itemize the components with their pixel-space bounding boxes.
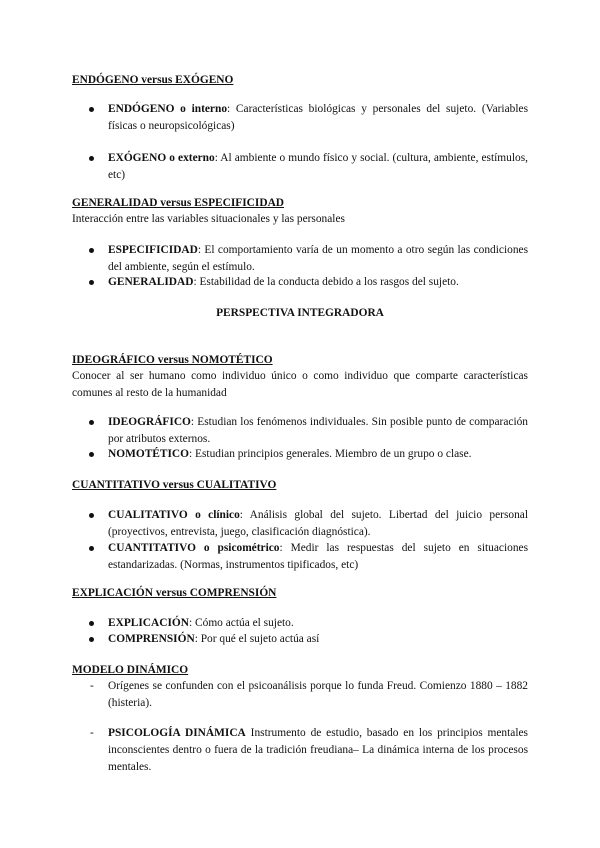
heading-perspectiva-integradora: PERSPECTIVA INTEGRADORA (216, 307, 384, 319)
term-explicacion: EXPLICACIÓN (108, 617, 190, 629)
list-item-generalidad (108, 274, 528, 291)
heading-cuantitativo-cualitativo: CUANTITATIVO versus CUALITATIVO (72, 479, 277, 491)
definition-psicologia-dinamica: Instrumento de estudio, basado en los principios mentales inconscientes dentro o fuera de la tradición freudiana– La dinámica interna de los procesos mentales. (108, 727, 528, 773)
bullet-icon (89, 280, 94, 285)
list-item-nomotetico (108, 446, 528, 463)
bullet-icon (89, 156, 94, 161)
definition-endogeno: : Características biológicas y personales del sujeto. (Variables físicas o neuropsicológicas) (108, 103, 528, 132)
intro-ideografico: Conocer al ser humano como individuo único o como individuo que comparte características comunes al resto de la humanidad (72, 370, 528, 399)
term-cuantitativo: CUANTITATIVO o psicométrico (108, 542, 280, 554)
list-item-comprension (108, 631, 528, 648)
definition-explicacion: : Cómo actúa el sujeto. (189, 617, 294, 629)
list-item-cuantitativo (108, 540, 528, 574)
heading-generalidad-especificidad: GENERALIDAD versus ESPECIFICIDAD (72, 197, 285, 209)
list-item-especificidad (108, 242, 528, 276)
definition-comprension: : Por qué el sujeto actúa así (194, 633, 320, 645)
bullet-icon (89, 621, 94, 626)
list-item-explicacion (108, 615, 528, 632)
bullet-icon (89, 248, 94, 253)
list-item-endogeno (108, 101, 528, 135)
list-item-cualitativo (108, 507, 528, 541)
term-comprension: COMPRENSIÓN (108, 633, 195, 645)
term-especificidad: ESPECIFICIDAD (108, 244, 198, 256)
dash-bullet-icon: - (90, 680, 94, 692)
term-generalidad: GENERALIDAD (108, 276, 194, 288)
dash-bullet-icon: - (90, 727, 94, 739)
term-cualitativo: CUALITATIVO o clínico (108, 509, 240, 521)
term-psicologia-dinamica: PSICOLOGÍA DINÁMICA (108, 727, 246, 739)
heading-endogeno-exogeno: ENDÓGENO versus EXÓGENO (72, 74, 234, 86)
definition-especificidad: : El comportamiento varía de un momento a otro según las condiciones del ambiente, según el estímulo. (108, 244, 528, 273)
list-item-ideografico (108, 414, 528, 448)
term-nomotetico: NOMOTÉTICO (108, 448, 190, 460)
definition-ideografico: : Estudian los fenómenos individuales. Sin posible punto de comparación por atributos externos. (108, 416, 528, 445)
definition-nomotetico: : Estudian principios generales. Miembro de un grupo o clase. (189, 448, 472, 460)
definition-generalidad: : Estabilidad de la conducta debido a los rasgos del sujeto. (193, 276, 459, 288)
heading-ideografico-nomotetico: IDEOGRÁFICO versus NOMOTÉTICO (72, 354, 273, 366)
list-item-origenes (90, 678, 528, 712)
bullet-icon (89, 107, 94, 112)
intro-generalidad: Interacción entre las variables situacionales y las personales (72, 213, 345, 225)
list-item-exogeno (108, 150, 528, 184)
heading-explicacion-comprension: EXPLICACIÓN versus COMPRENSIÓN (72, 587, 277, 599)
bullet-icon (89, 546, 94, 551)
definition-exogeno: : Al ambiente o mundo físico y social. (cultura, ambiente, estímulos, etc) (108, 152, 529, 181)
bullet-icon (89, 513, 94, 518)
list-item-psicologia-dinamica (90, 725, 528, 776)
bullet-icon (89, 452, 94, 457)
definition-cualitativo: : Análisis global del sujeto. Libertad del juicio personal (proyectivos, entrevista, juego, clasificación diagnóstica). (108, 509, 528, 538)
term-endogeno: ENDÓGENO o interno (108, 103, 228, 115)
bullet-icon (89, 420, 94, 425)
heading-modelo-dinamico: MODELO DINÁMICO (72, 664, 189, 676)
bullet-icon (89, 637, 94, 642)
definition-cuantitativo: : Medir las respuestas del sujeto en situaciones estandarizadas. (Normas, instrumentos tipificados, etc) (108, 542, 529, 571)
text-origenes: Orígenes se confunden con el psicoanálisis porque lo funda Freud. Comienzo 1880 – 1882 (histeria). (108, 680, 528, 709)
term-exogeno: EXÓGENO o externo (108, 152, 215, 164)
term-ideografico: IDEOGRÁFICO (108, 416, 191, 428)
